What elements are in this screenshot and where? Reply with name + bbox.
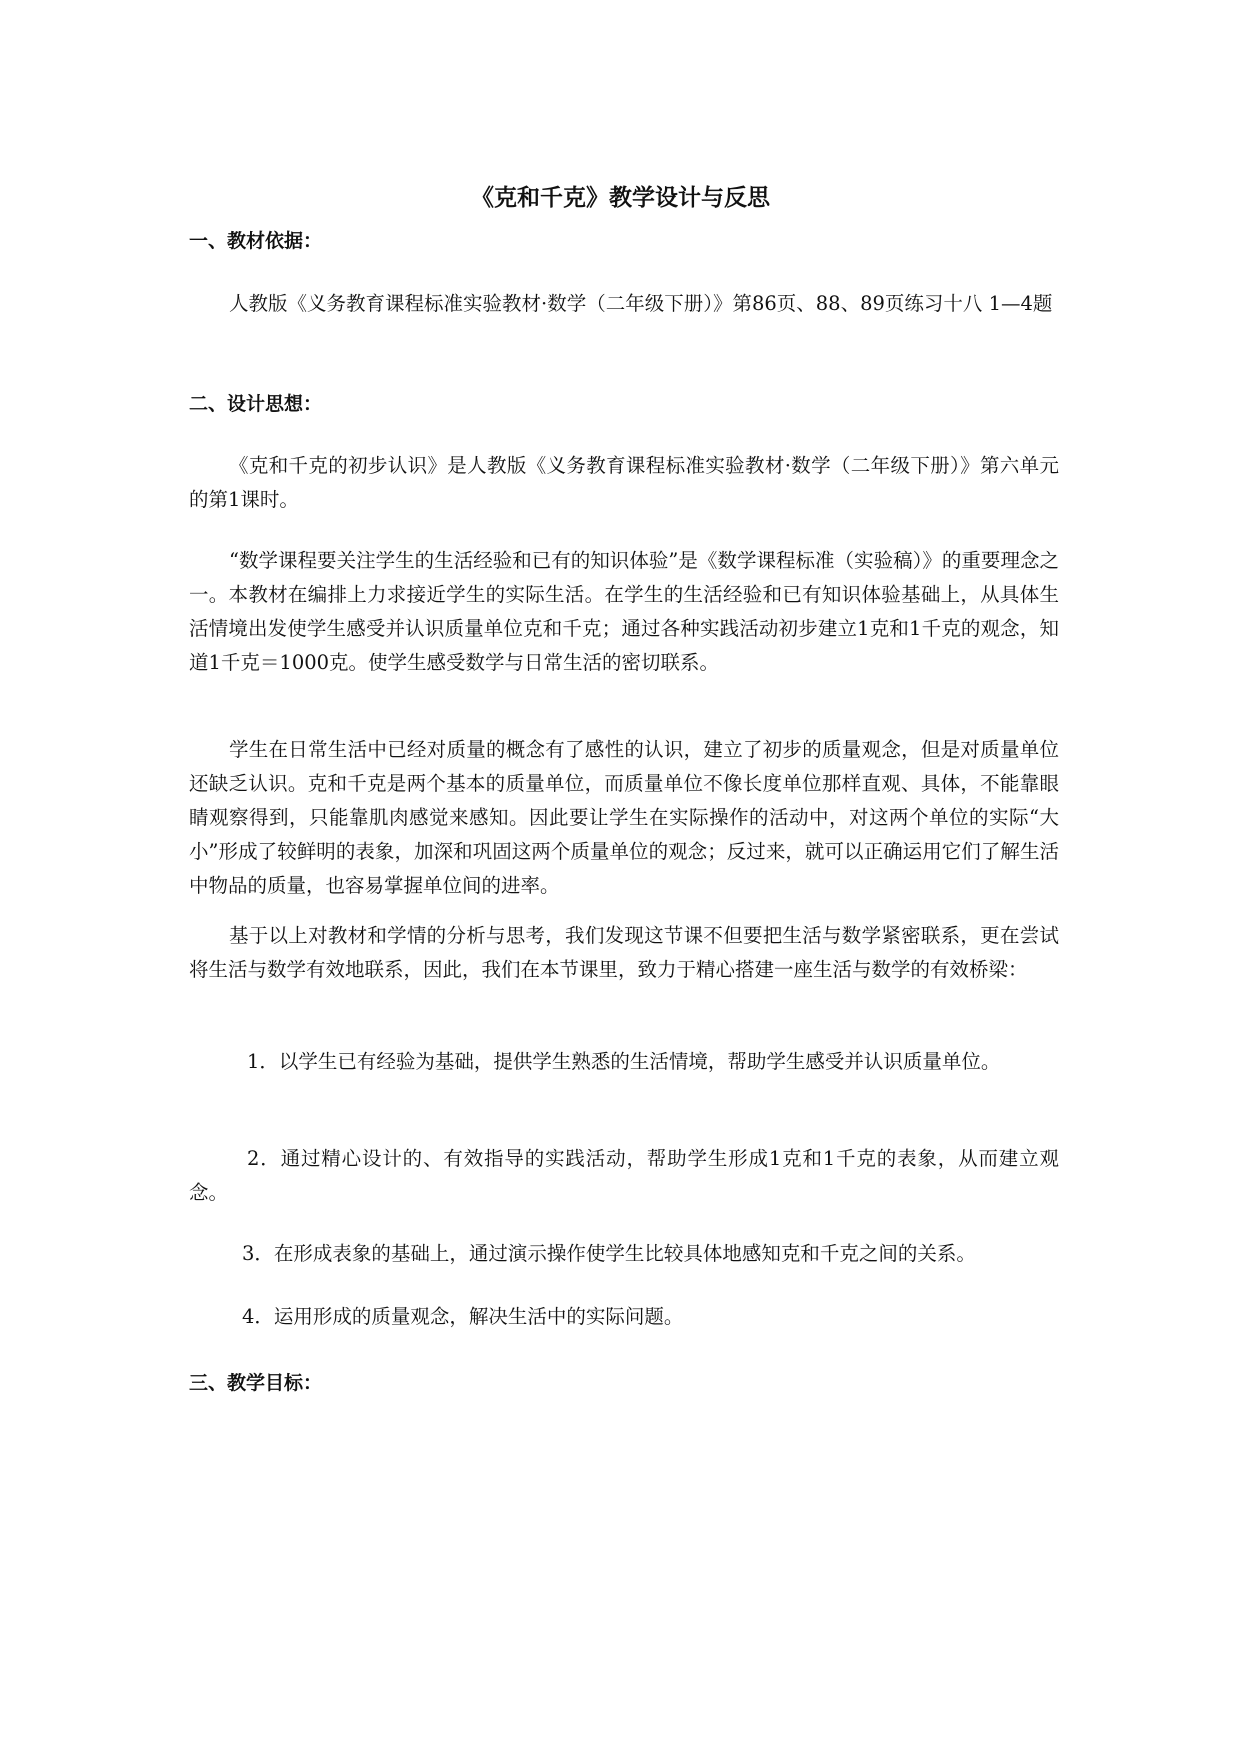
design-paragraph-2: “数学课程要关注学生的生活经验和已有的知识体验”是《数学课程标准（实验稿）》的重要理念之一。本教材在编排上力求接近学生的实际生活。在学生的生活经验和已有知识体验基础上，从具体生活情境出发使学生感受并认识质量单位克和千克；通过各种实践活动初步建立1克和1千克的观念，知道1千克＝1000克。使学生感受数学与日常生活的密切联系。 bbox=[189, 549, 1059, 674]
section-heading-basis: 一、教材依据： bbox=[189, 230, 323, 252]
list-item: 2．通过精心设计的、有效指导的实践活动，帮助学生形成1克和1千克的表象，从而建立观念。 bbox=[189, 1147, 1059, 1204]
design-paragraph-3: 学生在日常生活中已经对质量的概念有了感性的认识，建立了初步的质量观念，但是对质量单位还缺乏认识。克和千克是两个基本的质量单位，而质量单位不像长度单位那样直观、具体，不能靠眼睛观察得到，只能靠肌肉感觉来感知。因此要让学生在实际操作的活动中，对这两个单位的实际“大小”形成了较鲜明的表象，加深和巩固这两个质量单位的观念；反过来，就可以正确运用它们了解生活中物品的质量，也容易掌握单位间的进率。 bbox=[189, 738, 1059, 897]
basis-paragraph: 人教版《义务教育课程标准实验教材·数学（二年级下册）》第86页、88、89页练习十八 1—4题 bbox=[229, 292, 1053, 315]
list-item: 4．运用形成的质量观念，解决生活中的实际问题。 bbox=[242, 1305, 684, 1328]
design-paragraph-1: 《克和千克的初步认识》是人教版《义务教育课程标准实验教材·数学（二年级下册）》第六单元的第1课时。 bbox=[189, 454, 1059, 511]
section-heading-objectives: 三、教学目标： bbox=[189, 1372, 323, 1394]
document-title: 《克和千克》教学设计与反思 bbox=[471, 185, 770, 211]
list-item: 3．在形成表象的基础上，通过演示操作使学生比较具体地感知克和千克之间的关系。 bbox=[242, 1242, 976, 1265]
design-paragraph-4: 基于以上对教材和学情的分析与思考，我们发现这节课不但要把生活与数学紧密联系，更在尝试将生活与数学有效地联系，因此，我们在本节课里，致力于精心搭建一座生活与数学的有效桥梁： bbox=[189, 924, 1059, 981]
section-heading-design-idea: 二、设计思想： bbox=[189, 393, 323, 415]
list-item: 1．以学生已有经验为基础，提供学生熟悉的生活情境，帮助学生感受并认识质量单位。 bbox=[247, 1050, 1001, 1073]
